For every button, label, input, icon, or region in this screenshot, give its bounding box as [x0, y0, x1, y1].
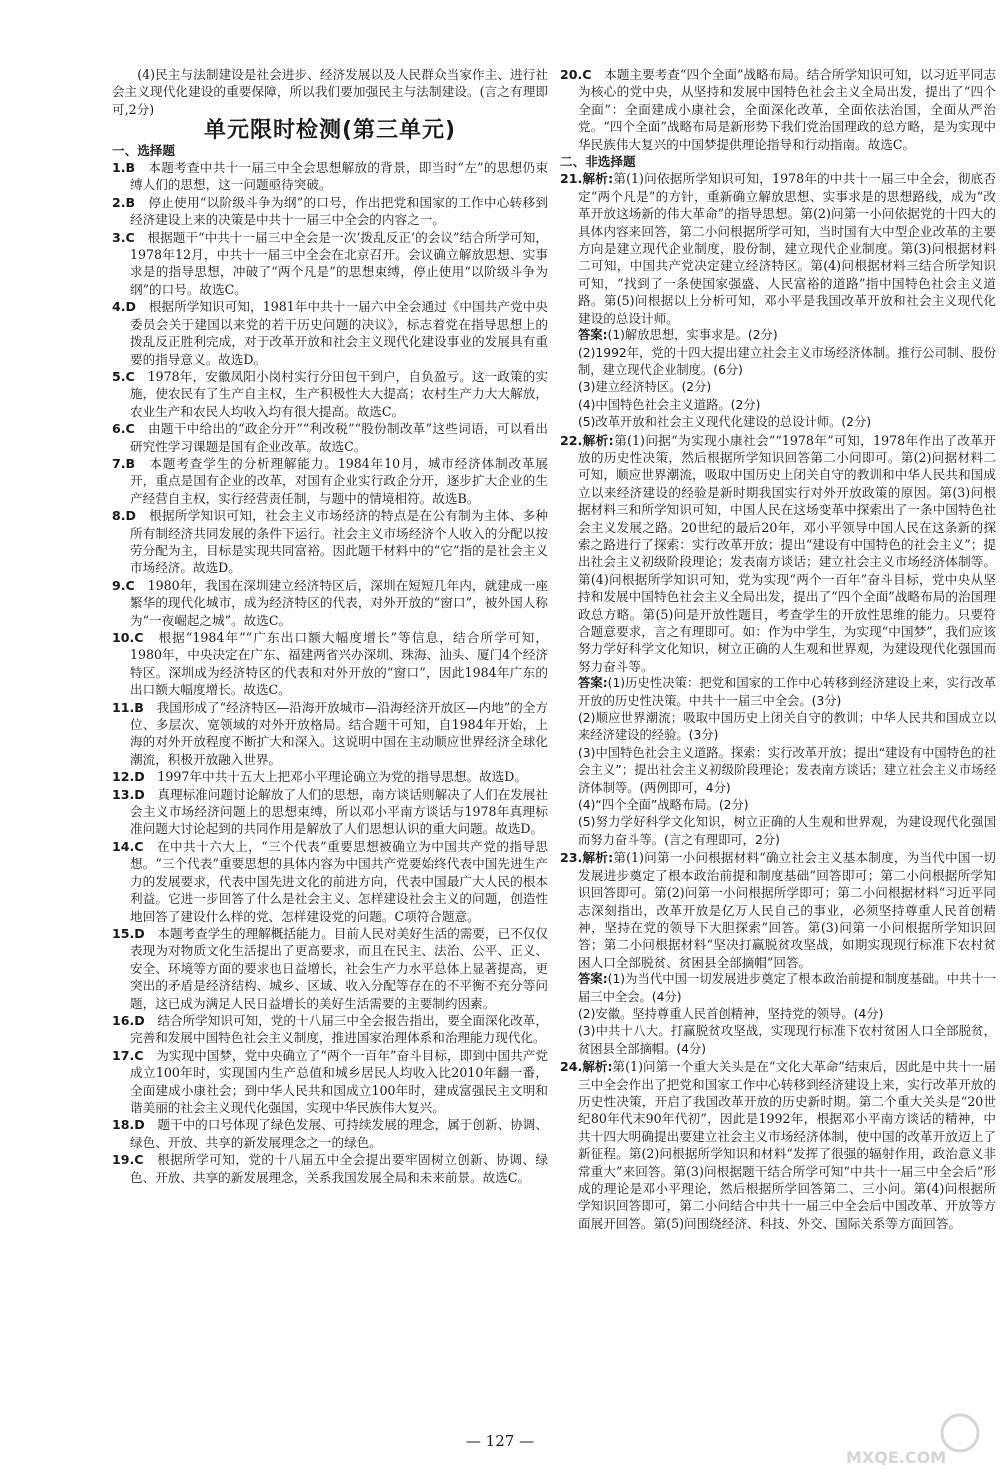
choice-number: 9.C	[112, 577, 135, 593]
choice-number: 3.C	[112, 229, 135, 245]
choice-item	[112, 1151, 548, 1186]
choice-explanation: 真理标准问题讨论解放了人们的思想，南方谈话则解决了人们在发展社会主义市场经济问题上的思想束缚，所以邓小平南方谈话与1978年真理标准问题大讨论起到的共同作用是解放了人们思想认识的重大问题。故选D。	[130, 786, 549, 837]
answer-line: (3)中共十八大。打赢脱贫攻坚战，实现现行标准下农村贫困人口全部脱贫，贫困县全部摘帽。(4分)	[578, 1024, 996, 1056]
choice-item	[112, 629, 548, 699]
choice-item	[112, 1047, 548, 1117]
choice-number: 19.C	[112, 1152, 144, 1168]
choice-explanation: 1978年，安徽凤阳小岗村实行分田包干到户，自负盈亏。这一政策的实施，使农民有了生产自主权，生产积极性大大提高；农村生产力大大解放，农业生产和农民人均收入均有很大提高。故选C。	[130, 368, 548, 419]
choice-explanation: 根据“1984年”“广东出口额大幅度增长”等信息，结合所学可知，1980年，中央决定在广东、福建两省兴办深圳、珠海、汕头、厦门4个经济特区。深圳成为经济特区的代表和对外开放的“窗口”，因此1984年广东的出口额大幅度增长。故选C。	[130, 630, 549, 698]
answer-line: (2)安徽。坚持尊重人民首创精神，坚持党的领导。(4分)	[578, 1006, 884, 1021]
choice-number: 6.C	[112, 421, 135, 437]
section-heading-nonchoice: 二、非选择题	[560, 154, 636, 170]
answer-label: 答案:	[578, 972, 608, 987]
choice-number: 13.D	[112, 786, 145, 802]
analysis-label: 解析:	[582, 1059, 613, 1075]
question-22	[560, 432, 996, 676]
choice-number: 11.B	[112, 699, 144, 715]
choice-explanation: 根据题干“中共十一届三中全会是一次‘拨乱反正’的会议”结合所学可知，1978年12月，中共十一届三中全会在北京召开。会议确立解放思想、实事求是的指导思想，冲破了“两个凡是”的思想束缚，停止使用“以阶级斗争为纲”的口号。故选C。	[130, 229, 548, 297]
unit-title: 单元限时检测(第三单元)	[203, 118, 457, 144]
question-number: 23.	[560, 850, 583, 866]
choice-explanation: 本题考查学生的分析理解能力。1984年10月，城市经济体制改革展开，重点是国有企业的改革，对国有企业实行政企分开，逐步扩大企业的生产经营自主权，实行经营责任制，与题中的情境相符。故选B。	[130, 455, 549, 506]
watermark-text: MXQE.COM	[846, 1448, 947, 1467]
choice-explanation: 根据所学知识可知，社会主义市场经济的特点是在公有制为主体、多种所有制经济共同发展的条件下运行。社会主义市场经济个人收入的分配以按劳分配为主，目标是实现共同富裕。因此题干材料中的“它”指的是社会主义市场经济。故选D。	[130, 508, 549, 576]
answer-block-22	[560, 675, 996, 849]
choice-item	[112, 768, 548, 785]
choice-item	[112, 159, 548, 194]
page-number: — 127 —	[465, 1432, 535, 1450]
choice-explanation: 在中共十六大上，“三个代表”重要思想被确立为中国共产党的指导思想。“三个代表”重要思想的具体内容为中国共产党要始终代表中国先进生产力的发展要求，代表中国先进文化的前进方向，代表中国最广大人民的根本利益。它进一步回答了什么是社会主义、怎样建设社会主义的问题，创造性地回答了建设什么样的党、怎样建设党的问题。C项符合题意。	[130, 838, 548, 924]
choice-item	[112, 838, 548, 925]
right-column	[560, 66, 996, 1232]
choice-explanation: 我国形成了“经济特区—沿海开放城市—沿海经济开放区—内地”的全方位、多层次、宽领域的对外开放格局。结合题干可知，自1984年开始，上海的对外开放程度不断扩大和深入。这说明中国在主动顺应世界经济全球化潮流，积极开放融入世界。	[130, 699, 549, 767]
choice-item	[112, 699, 548, 769]
choice-item	[112, 455, 548, 507]
intro-paragraph: (4)民主与法制建设是社会进步、经济发展以及人民群众当家作主、进行社会主义现代化建设的重要保障，所以我们要加强民主与法制建设。(言之有理即可,2分)	[112, 67, 548, 117]
analysis-text: 第(1)问第一个重大关头是在“文化大革命”结束后，因此是中共十一届三中全会作出了把党和国家工作中心转移到经济建设上来，实行改革开放的历史性决策，开启了我国改革开放的历史新时期。第二个重大关头是“20世纪80年代末90年代初”，因此是1992年，根据邓小平南方谈话的精神，中共十四大明确提出要建立社会主义市场经济体制，使中国的改革开放迈上了新征程。第(2)问根据所学知识和材料“发挥了很强的辐射作用，政治意义非常重大”来回答。第(3)问根据题干结合所学可知“中共十一届三中全会后”形成的理论是邓小平理论，然后根据所学回答第二、三小问。第(4)问根据所学知识回答即可，第二小问结合中共十一届三中全会后中国改革、开放等方面展开回答。第(5)问围绕经济、科技、外交、国际关系等方面回答。	[578, 1059, 996, 1231]
analysis-label: 解析:	[582, 850, 614, 866]
section-heading-choice: 一、选择题	[112, 142, 175, 158]
choice-item	[112, 577, 548, 629]
answer-line: (2)1992年，党的十四大提出建立社会主义市场经济体制。推行公司制、股份制，建立现代企业制度。(6分)	[578, 345, 996, 377]
choice-item	[112, 194, 548, 229]
answer-line: (1)解放思想，实事求是。(2分)	[607, 328, 778, 343]
answer-line: (3)建立经济特区。(2分)	[578, 380, 712, 395]
choice-explanation: 由题干中给出的“政企分开”“利改税”“股份制改革”这些词语，可以看出研究性学习课题是国有企业改革。故选C。	[130, 421, 549, 454]
answer-line: (5)改革开放和社会主义现代化建设的总设计师。(2分)	[578, 415, 872, 430]
left-column	[112, 66, 548, 1186]
choice-number: 12.D	[112, 769, 145, 785]
answer-line: (1)为当代中国一切发展进步奠定了根本政治前提和制度基础。中共十一届三中全会。(4分)	[578, 972, 997, 1004]
choice-number: 7.B	[112, 455, 136, 471]
answer-line: (4)中国特色社会主义道路。(2分)	[578, 397, 761, 412]
choice-explanation: 根据所学知识可知，1981年中共十一届六中全会通过《中国共产党中央委员会关于建国以来党的若干历史问题的决议》，标志着党在指导思想上的拨乱反正胜利完成，对于改革开放和社会主义现代化建设事业的发展具有重要的指导意义。故选D。	[130, 299, 548, 367]
choice-explanation: 本题考查学生的理解概括能力。目前人民对美好生活的需要，已不仅仅表现为对物质文化生活提出了更高要求，而且在民主、法治、公平、正义、安全、环境等方面的要求也日益增长，社会生产力水平总体上显著提高，更突出的矛盾是经济结构、城乡、区域、收入分配等存在的不平衡不充分等问题，这已成为满足人民日益增长的美好生活需要的主要制约因素。	[130, 925, 549, 1011]
choice-item	[112, 420, 548, 455]
choice-number: 14.C	[112, 838, 144, 854]
choice-list-continued	[560, 66, 996, 153]
watermark-logo	[842, 1409, 992, 1469]
choice-explanation: 本题主要考查“四个全面”战略布局。结合所学知识可知，以习近平同志为核心的党中央，从坚持和发展中国特色社会主义全局出发，提出了“四个全面”：全面建成小康社会，全面深化改革，全面依法治国，全面从严治党。“四个全面”战略布局是新形势下我们党治国理政的总方略，是为实现中华民族伟大复兴的中国梦提供理论指导和行动指南。故选C。	[578, 67, 996, 152]
question-21	[560, 170, 996, 327]
answer-line: (3)中国特色社会主义道路。探索：实行改革开放；提出“建设有中国特色的社会主义”；提出社会主义初级阶段理论；发表南方谈话；建立社会主义市场经济体制等。(两例即可，4分)	[578, 745, 996, 795]
choice-explanation: 停止使用“以阶级斗争为纲”的口号，作出把党和国家的工作中心转移到经济建设上来的决策是中共十一届三中全会的内容之一。	[130, 194, 549, 228]
question-number: 21.	[560, 171, 583, 187]
choice-number: 15.D	[112, 925, 145, 941]
choice-number: 5.C	[112, 368, 135, 384]
analysis-label: 解析:	[582, 432, 614, 448]
analysis-text: 第(1)问第一小问根据材料“确立社会主义基本制度，为当代中国一切发展进步奠定了根本政治前提和制度基础”回答即可；第二小问根据所学知识回答即可。第(2)问第一小问根据所学即可；第二小问根据材料“习近平同志深刻指出，改革开放是亿万人民自己的事业，必须坚持尊重人民首创精神，坚持在党的领导下大胆探索”回答。第(3)问第一小问根据所学知识回答；第二小问根据材料“坚决打赢脱贫攻坚战，如期实现现行标准下农村贫困人口全部脱贫、贫困县全部摘帽”回答。	[578, 850, 996, 970]
answer-label: 答案:	[578, 328, 608, 343]
choice-explanation: 为实现中国梦，党中央确立了“两个一百年”奋斗目标，即到中国共产党成立100年时，实现国内生产总值和城乡居民人均收入比2010年翻一番，全面建成小康社会；到中华人民共和国成立100年时，建成富强民主文明和谐美丽的社会主义现代化强国，实现中华民族伟大复兴。	[130, 1047, 548, 1115]
choice-explanation: 1980年，我国在深圳建立经济特区后，深圳在短短几年内，就建成一座繁华的现代化城市，成为经济特区的代表，对外开放的“窗口”，被外国人称为“一夜崛起之城”。故选C。	[130, 577, 548, 628]
choice-item	[112, 1012, 548, 1047]
choice-number: 2.B	[112, 194, 136, 210]
choice-item	[112, 507, 548, 577]
choice-number: 4.D	[112, 299, 137, 315]
analysis-text: 第(1)问依据所学知识可知，1978年的中共十一届三中全会，彻底否定“两个凡是”的方针，重新确立解放思想、实事求是的思想路线，成为“改革开放这场新的伟大革命”的指导思想。第(2)问第一小问依据党的十四大的具体内容来回答，第二小问根据所学可知，当时国有大中型企业改革的主要方向是建立现代企业制度，股份制，建立现代企业制度。第(3)问根据材料二可知，中国共产党决定建立经济特区。第(4)问根据材料三结合所学知识可知，“找到了一条使国家强盛、人民富裕的道路”指中国特色社会主义道路。第(5)问根据以上分析可知，邓小平是我国改革开放和社会主义现代化建设的总设计师。	[578, 171, 996, 326]
choice-item	[112, 298, 548, 368]
choice-explanation: 结合所学知识可知，党的十八届三中全会报告指出，要全面深化改革，完善和发展中国特色社会主义制度，推进国家治理体系和治理能力现代化。	[130, 1012, 549, 1046]
answer-line: (1)历史性决策：把党和国家的工作中心转移到经济建设上来，实行改革开放的历史性决策。中共十一届三中全会。(3分)	[578, 676, 997, 708]
choice-number: 18.D	[112, 1117, 145, 1133]
answer-line: (4)“四个全面”战略布局。(2分)	[578, 798, 749, 813]
question-23	[560, 849, 996, 971]
analysis-text: 第(1)问据“为实现小康社会”“1978年”可知，1978年作出了改革开放的历史性决策，然后根据所学知识回答第二小问即可。第(2)问据材料二可知，顺应世界潮流，吸取中国历史上闭关自守的教训和中华人民共和国成立以来经济建设的经验是新时期我国实行对外开放政策的原因。第(3)问根据材料三和所学知识可知，中国人民在这场变革中探索出了一条中国特色社会主义发展之路。20世纪的最后20年，邓小平领导中国人民在这条新的探索之路进行了探索：实行改革开放；提出“建设有中国特色的社会主义”；提出社会主义初级阶段理论；发表南方谈话；建立社会主义市场经济体制等。第(4)问根据所学知识可知，党为实现“两个一百年”奋斗目标，党中央从坚持和发展中国特色社会主义全局出发，提出了“四个全面”战略布局的治国理政总方略。第(5)问是开放性题目，考查学生的开放性思维的能力。只要符合题意要求，言之有理即可。如：作为中学生，为实现“中国梦”，我们应该努力学好科学文化知识，树立正确的人生观和世界观，为建设现代化强国而努力奋斗等。	[578, 432, 996, 674]
watermark-circle	[942, 1415, 978, 1451]
question-24	[560, 1058, 996, 1232]
choice-item	[112, 229, 548, 299]
choice-number: 20.C	[560, 67, 592, 82]
choice-item	[112, 368, 548, 420]
choice-number: 17.C	[112, 1047, 144, 1063]
choice-list	[112, 159, 548, 1186]
answer-line: (2)顺应世界潮流；吸取中国历史上闭关自守的教训；中华人民共和国成立以来经济建设的经验。(3分)	[578, 711, 996, 743]
choice-number: 10.C	[112, 630, 144, 645]
choice-explanation: 1997年中共十五大上把邓小平理论确立为党的指导思想。故选D。	[157, 769, 527, 785]
choice-explanation: 根据所学可知，党的十八届五中全会提出要牢固树立创新、协调、绿色、开放、共享的新发展理念，关系我国发展全局和未来前景。故选C。	[130, 1152, 549, 1185]
choice-number: 16.D	[112, 1012, 145, 1028]
answer-block-23	[560, 971, 996, 1058]
choice-explanation: 本题考查中共十一届三中全会思想解放的背景，即当时“左”的思想仍束缚人们的思想，这一问题亟待突破。	[130, 160, 549, 193]
choice-item	[112, 925, 548, 1012]
question-number: 24.	[560, 1059, 583, 1075]
choice-item	[112, 786, 548, 838]
analysis-label: 解析:	[582, 171, 614, 187]
answer-label: 答案:	[578, 676, 608, 691]
choice-item	[560, 66, 996, 153]
choice-number: 8.D	[112, 508, 137, 524]
answer-block-21	[560, 327, 996, 431]
choice-explanation: 题干中的口号体现了绿色发展、可持续发展的理念，属于创新、协调、绿色、开放、共享的新发展理念之一的绿色。	[130, 1117, 549, 1150]
choice-item	[112, 1116, 548, 1151]
answer-line: (5)努力学好科学文化知识，树立正确的人生观和世界观，为建设现代化强国而努力奋斗等。(言之有理即可，2分)	[578, 815, 996, 847]
choice-number: 1.B	[112, 160, 136, 176]
question-number: 22.	[560, 432, 583, 448]
